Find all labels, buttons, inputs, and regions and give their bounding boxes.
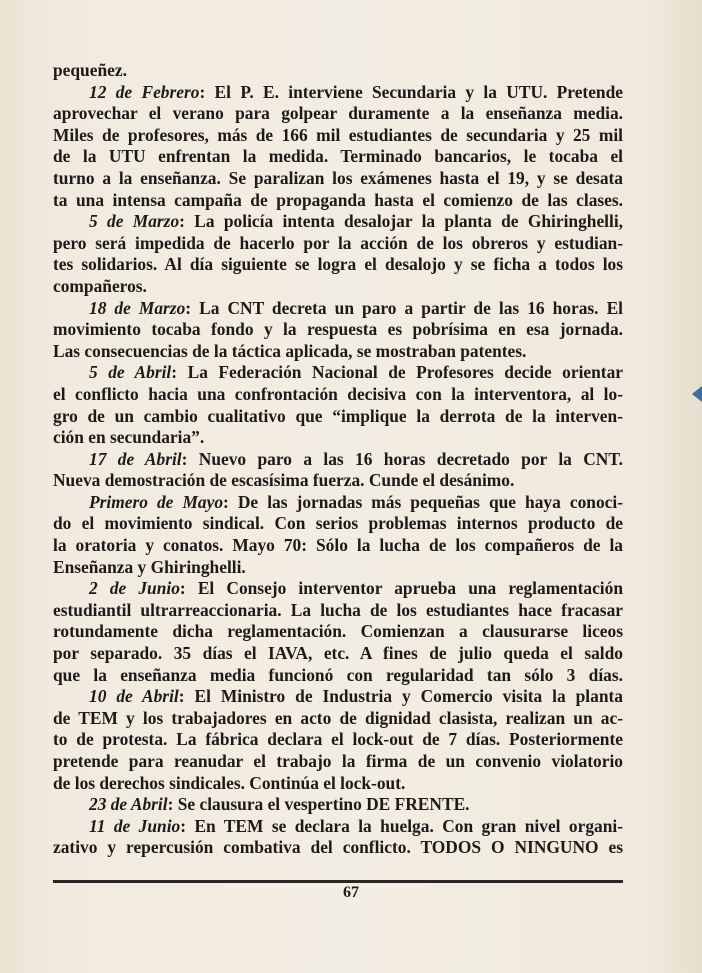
blue-marker-icon [692,386,702,402]
text-line [53,751,623,773]
line-text: por separado. 35 días el IAVA, etc. A fines de julio queda el saldo [53,643,623,664]
text-line [53,449,623,471]
footer-rule [53,880,623,883]
text-line [53,470,623,492]
line-text: movimiento tocaba fondo y la respuesta es pobrísima en esa jornada. [53,319,623,340]
text-line [53,211,623,233]
text-line [53,513,623,535]
text-line [53,254,623,276]
line-text: : La Federación Nacional de Profesores decide orientar [171,362,623,383]
line-text: Enseñanza y Ghiringhelli. [53,556,246,577]
line-text: estudiantil ultrarreaccionaria. La lucha de los estudiantes hace fracasar [53,599,623,620]
line-text: : Se clausura el vespertino DE FRENTE. [167,794,470,815]
line-text: : De las jornadas más pequeñas que haya conoci- [223,491,623,512]
text-line [53,600,623,622]
text-line [53,708,623,730]
text-line [53,319,623,341]
page-number: 67 [343,884,359,901]
text-line [53,794,623,816]
text-line [53,298,623,320]
text-line [53,233,623,255]
line-text: : En TEM se declara la huelga. Con gran nivel organi- [180,815,624,836]
text-line [53,125,623,147]
text-line [53,103,623,125]
text-line [53,82,623,104]
date-label: 12 de Febrero [89,81,200,102]
date-label: 5 de Abril [89,362,172,383]
text-line [53,362,623,384]
line-text: ta una intensa campaña de propaganda hasta el comienzo de las clases. [53,189,623,210]
text-line [53,341,623,363]
line-text: zativo y repercusión combativa del conflicto. TODOS O NINGUNO es [53,837,623,858]
text-line [53,621,623,643]
line-text: que la enseñanza media funcionó con regularidad tan sólo 3 días. [53,664,623,685]
line-text: gro de un cambio cualitativo que “implique la derrota de la interven- [53,405,623,426]
line-text: ción en secundaria”. [53,427,205,448]
date-label: 2 de Junio [89,578,180,599]
text-line [53,643,623,665]
date-label: 23 de Abril [89,794,168,815]
text-line [53,535,623,557]
line-text: do el movimiento sindical. Con serios problemas internos producto de [53,513,623,534]
line-text: Nueva demostración de escasísima fuerza. Cunde el desánimo. [53,470,515,491]
line-text: : Nuevo paro a las 16 horas decretado por la CNT. [181,448,623,469]
date-label: 5 de Marzo [89,211,180,232]
date-label: Primero de Mayo [89,491,224,512]
line-text: pretende para reanudar el trabajo la firma de un convenio violatorio [53,751,623,771]
line-text: aprovechar el verano para golpear duramente a la enseñanza media. [53,103,623,124]
text-line [53,665,623,687]
line-text: turno a la enseñanza. Se paralizan los exámenes hasta el 19, y se desata [53,167,623,188]
line-text: : La policía intenta desalojar la planta de Ghiringhelli, [179,211,623,232]
text-line [53,168,623,190]
line-text: de TEM y los trabajadores en acto de dignidad clasista, realizan un ac- [53,707,623,728]
text-line [53,816,623,838]
text-line [53,492,623,514]
line-text: pero será impedida de hacerlo por la acción de los obreros y estudian- [53,232,623,253]
date-label: 18 de Marzo [89,297,186,318]
line-text: pequeñez. [53,60,127,80]
line-text: compañeros. [53,275,147,296]
text-line [53,190,623,212]
line-text: : El Ministro de Industria y Comercio visita la planta [178,686,623,707]
text-line [53,384,623,406]
text-line [53,276,623,298]
date-label: 11 de Junio [89,815,181,836]
line-text: to de protesta. La fábrica declara el lock-out de 7 días. Posteriormente [53,729,623,750]
line-text: de la UTU enfrentan la medida. Terminado bancarios, le tocaba el [53,146,623,167]
text-line [53,427,623,449]
text-line [53,406,623,428]
text-line [53,729,623,751]
line-text: : El Consejo interventor aprueba una reglamentación [179,578,623,599]
text-line [53,60,623,82]
line-text: Miles de profesores, más de 166 mil estudiantes de secundaria y 25 mil [53,124,623,145]
line-text: el conflicto hacia una confrontación decisiva con la interventora, al lo- [53,383,623,404]
date-label: 17 de Abril [89,448,182,469]
line-text: tes solidarios. Al día siguiente se logra el desalojo y se ficha a todos los [53,254,623,275]
line-text: : El P. E. interviene Secundaria y la UTU. Pretende [199,81,623,102]
text-line [53,557,623,579]
text-line [53,146,623,168]
text-line [53,578,623,600]
line-text: la oratoria y conatos. Mayo 70: Sólo la lucha de los compañeros de la [53,535,623,556]
text-line [53,686,623,708]
text-line [53,773,623,795]
text-line [53,837,623,859]
line-text: de los derechos sindicales. Continúa el lock-out. [53,772,406,793]
date-label: 10 de Abril [89,686,179,707]
line-text: : La CNT decreta un paro a partir de las 16 horas. El [185,297,624,318]
line-text: Las consecuencias de la táctica aplicada, se mostraban patentes. [53,340,527,361]
body-text [53,60,623,859]
line-text: rotundamente dicha reglamentación. Comienzan a clausurarse liceos [53,621,623,642]
